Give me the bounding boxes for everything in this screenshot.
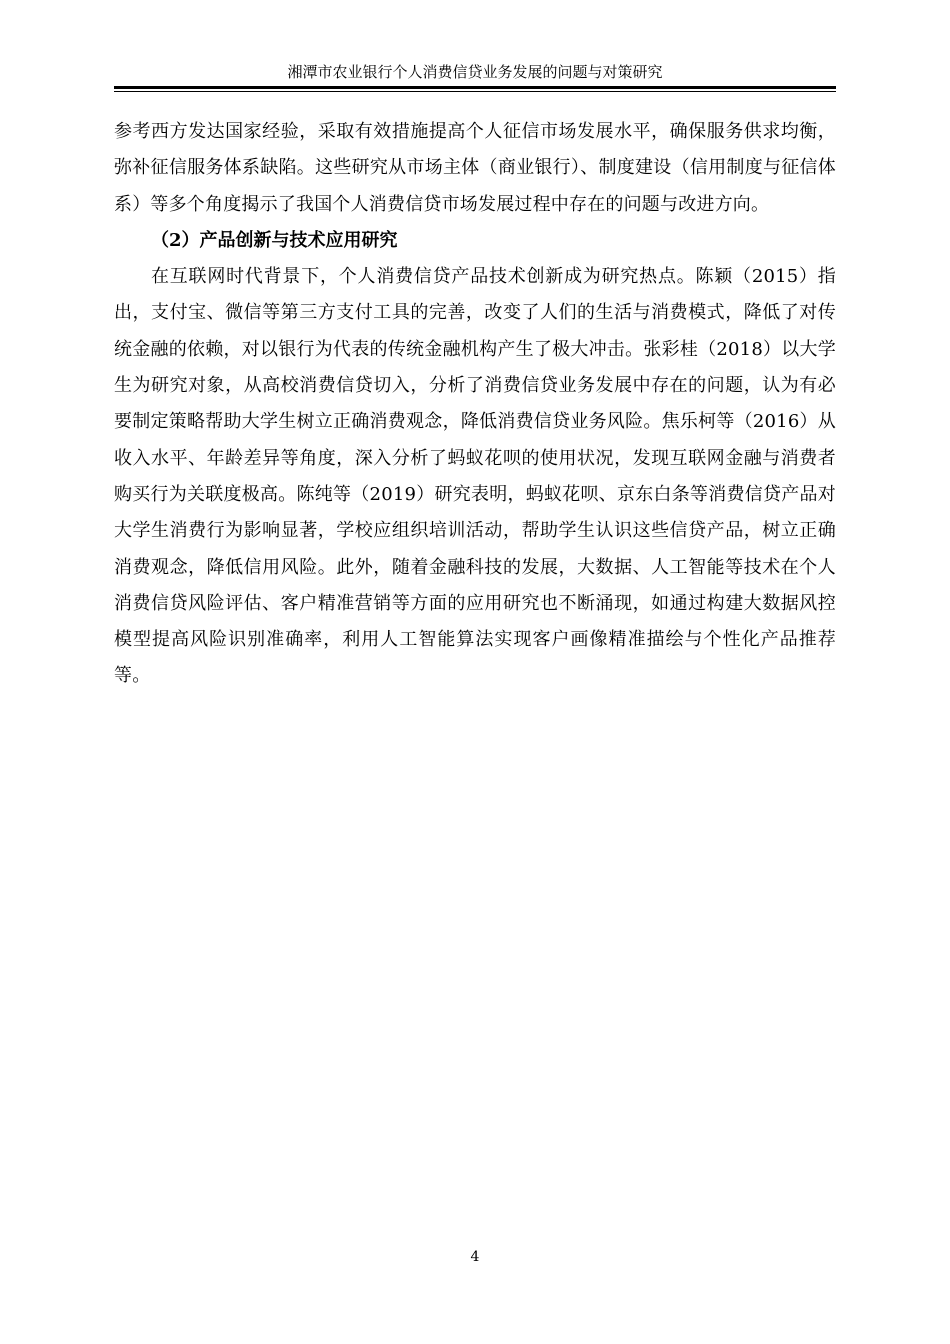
paragraph-continued: 参考西方发达国家经验，采取有效措施提高个人征信市场发展水平，确保服务供求均衡，弥补征信服务体系缺陷。这些研究从市场主体（商业银行）、制度建设（信用制度与征信体系）等多个角度揭示了我国个人消费信贷市场发展过程中存在的问题与改进方向。 [114,121,836,215]
header-rule-thick [114,86,836,89]
header-rule-thin [114,91,836,92]
section-heading: （2）产品创新与技术应用研究 [151,229,398,251]
document-body [114,114,836,695]
running-header-title: 湘潭市农业银行个人消费信贷业务发展的问题与对策研究 [287,63,663,81]
paragraph-product-innovation: 在互联网时代背景下，个人消费信贷产品技术创新成为研究热点。陈颖（2015）指出，支付宝、微信等第三方支付工具的完善，改变了人们的生活与消费模式，降低了对传统金融的依赖，对以银行为代表的传统金融机构产生了极大冲击。张彩桂（2018）以大学生为研究对象，从高校消费信贷切入，分析了消费信贷业务发展中存在的问题，认为有必要制定策略帮助大学生树立正确消费观念，降低消费信贷业务风险。焦乐柯等（2016）从收入水平、年龄差异等角度，深入分析了蚂蚁花呗的使用状况，发现互联网金融与消费者购买行为关联度极高。陈纯等（2019）研究表明，蚂蚁花呗、京东白条等消费信贷产品对大学生消费行为影响显著，学校应组织培训活动，帮助学生认识这些信贷产品，树立正确消费观念，降低信用风险。此外，随着金融科技的发展，大数据、人工智能等技术在个人消费信贷风险评估、客户精准营销等方面的应用研究也不断涌现，如通过构建大数据风控模型提高风险识别准确率，利用人工智能算法实现客户画像精准描绘与个性化产品推荐等。 [114,266,836,687]
page-number: 4 [470,1249,480,1265]
